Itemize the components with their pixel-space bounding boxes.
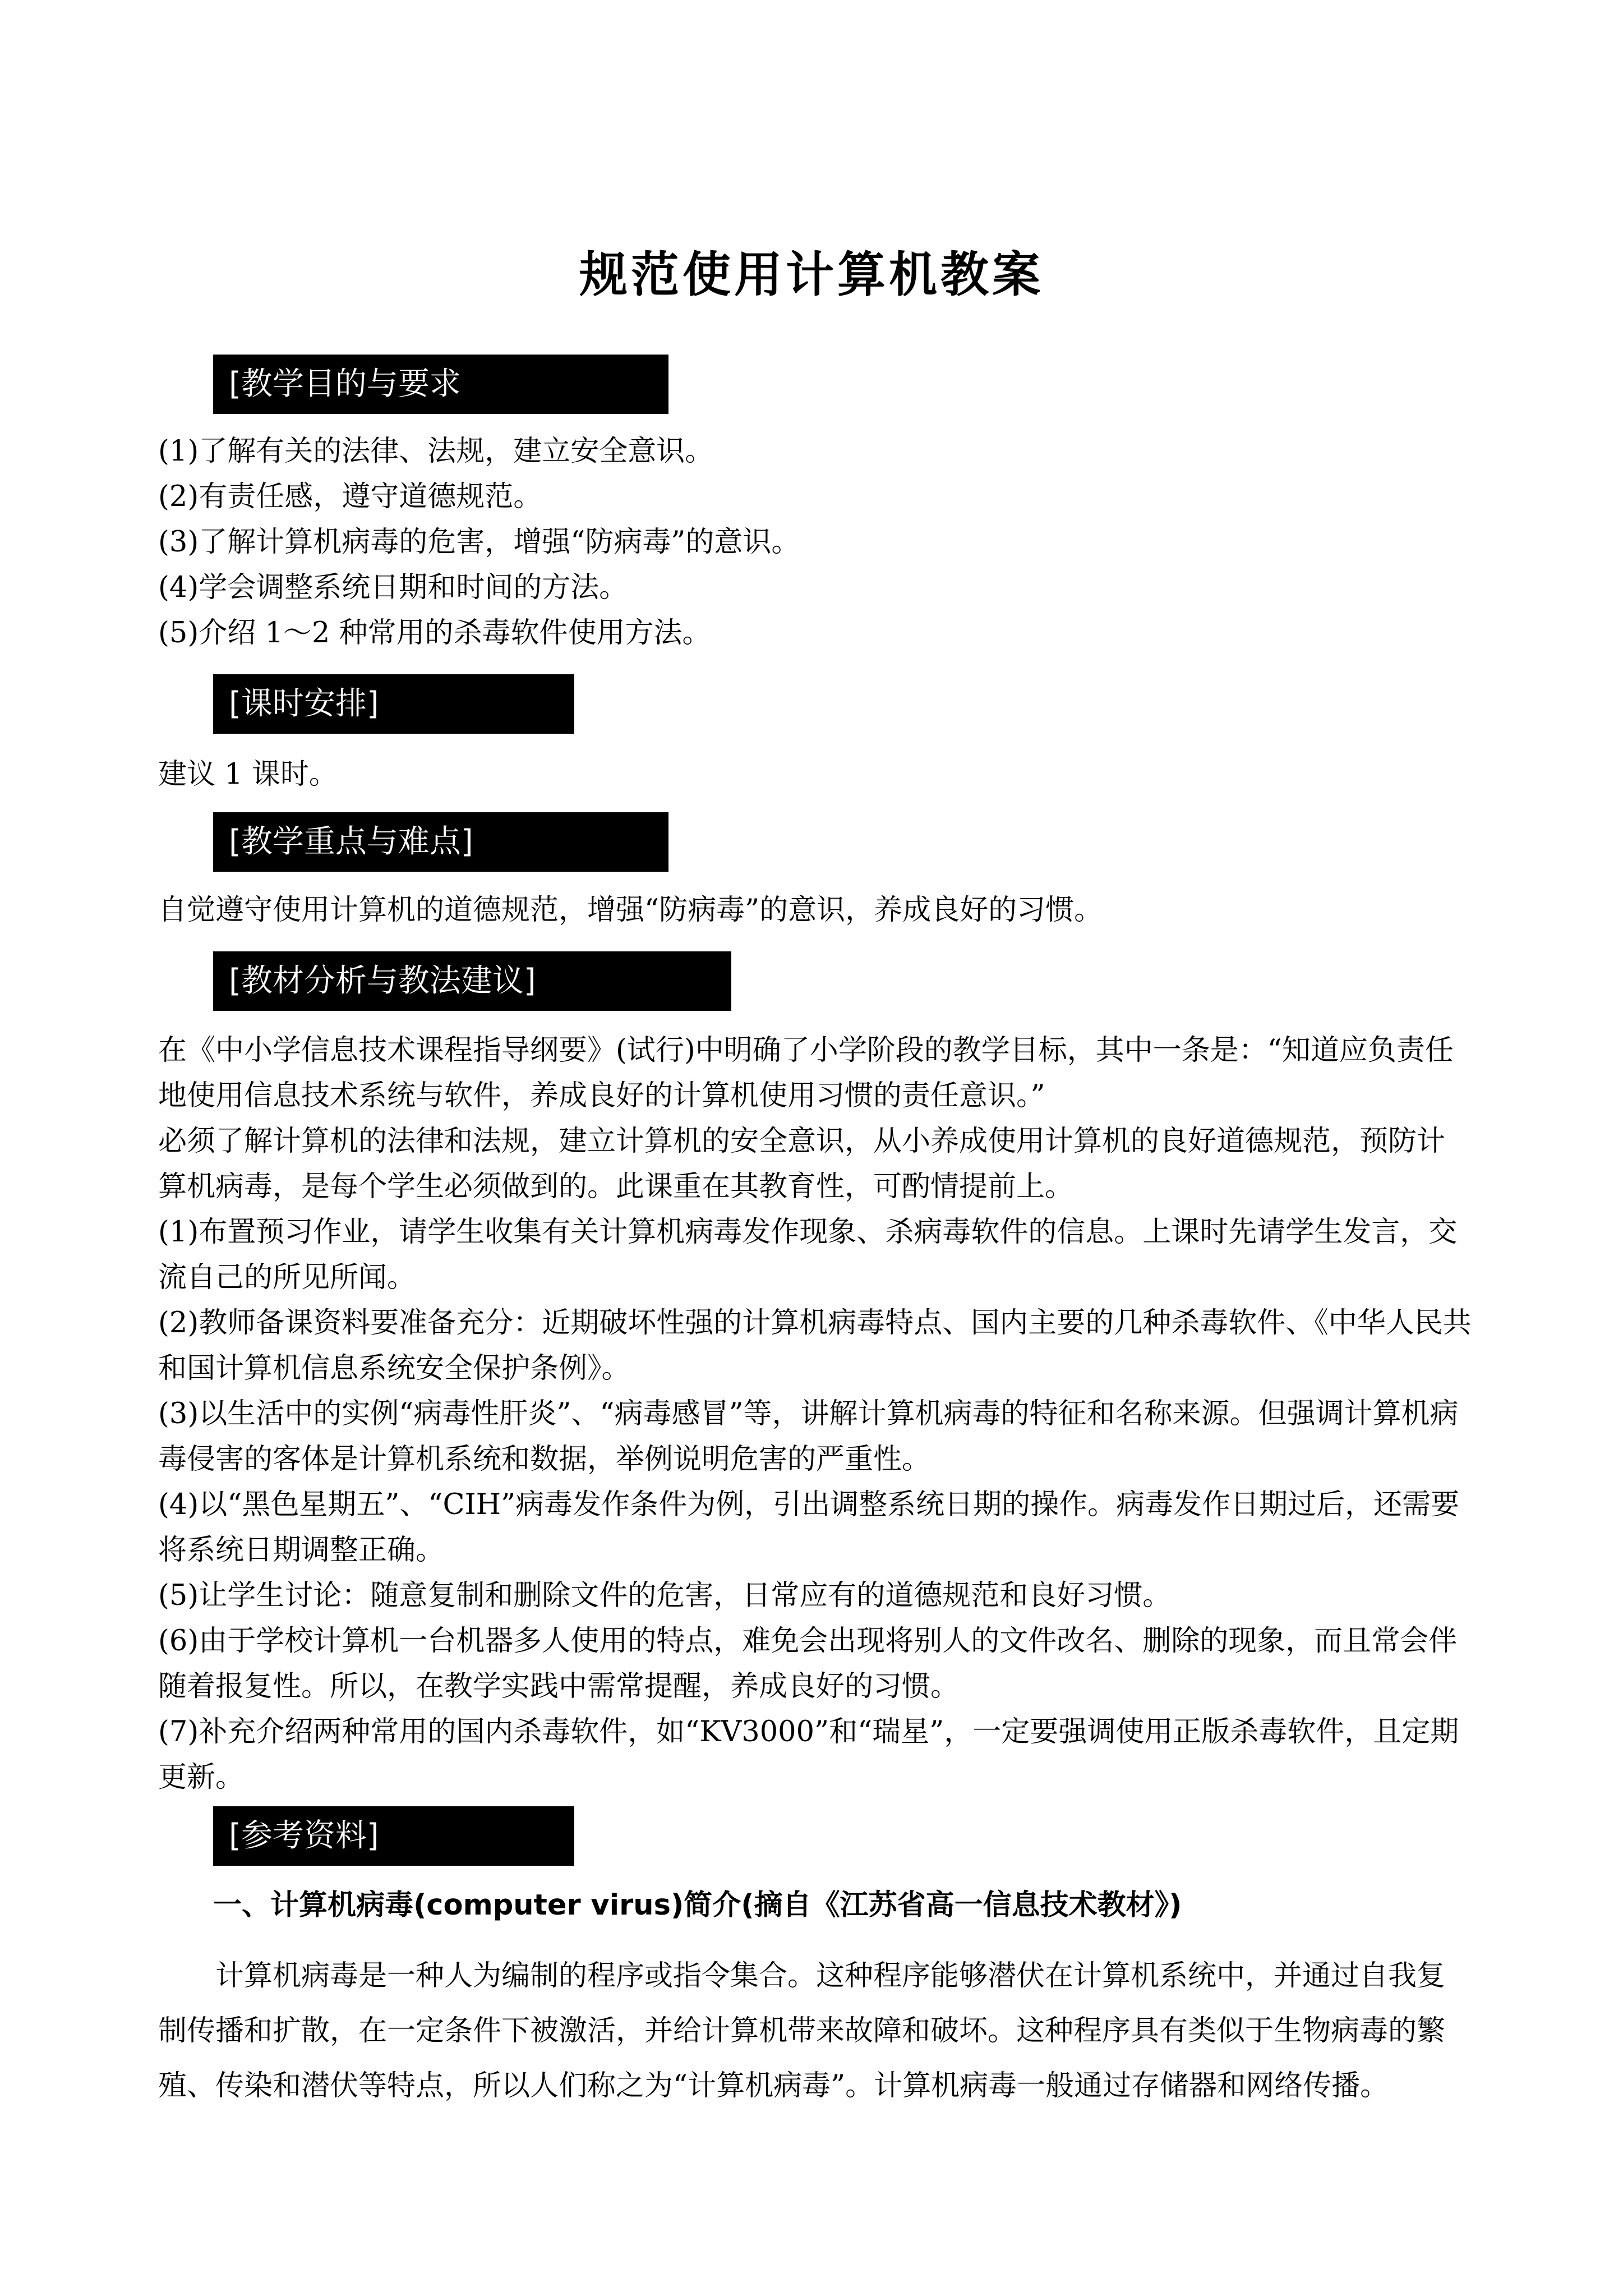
objective-item: (5)介绍 1～2 种常用的杀毒软件使用方法。 <box>158 616 711 650</box>
page-title: 规范使用计算机教案 <box>579 247 1044 303</box>
objective-item: (3)了解计算机病毒的危害，增强“防病毒”的意识。 <box>158 526 800 559</box>
section-heading-schedule: [课时安排] <box>213 674 574 734</box>
reference-subheading: 一、计算机病毒(computer virus)简介(摘自《江苏省高一信息技术教材》) <box>213 1889 1182 1922</box>
reference-text: 计算机病毒是一种人为编制的程序或指令集合。这种程序能够潜伏在计算机系统中，并通过自我复制传播和扩散，在一定条件下被激活，并给计算机带来故障和破坏。这种程序具有类似于生物病毒的繁殖、传染和潜伏等特点，所以人们称之为“计算机病毒”。计算机病毒一般通过存储器和网络传播。 <box>158 1959 1446 2102</box>
analysis-paragraph: (4)以“黑色星期五”、“CIH”病毒发作条件为例，引出调整系统日期的操作。病毒发作日期过后，还需要将系统日期调整正确。 <box>158 1488 1460 1567</box>
section-heading-focus: [教学重点与难点] <box>213 812 668 872</box>
objective-item: (4)学会调整系统日期和时间的方法。 <box>158 571 628 604</box>
schedule-text: 建议 1 课时。 <box>158 758 338 791</box>
objective-item: (1)了解有关的法律、法规，建立安全意识。 <box>158 435 714 468</box>
section-heading-references: [参考资料] <box>213 1806 574 1866</box>
analysis-paragraph: (1)布置预习作业，请学生收集有关计算机病毒发作现象、杀病毒软件的信息。上课时先请学生发言，交流自己的所见所闻。 <box>158 1216 1458 1294</box>
analysis-paragraph: (3)以生活中的实例“病毒性肝炎”、“病毒感冒”等，讲解计算机病毒的特征和名称来源。但强调计算机病毒侵害的客体是计算机系统和数据，举例说明危害的严重性。 <box>158 1397 1459 1476</box>
analysis-paragraph: 在《中小学信息技术课程指导纲要》(试行)中明确了小学阶段的教学目标，其中一条是：“知道应负责任地使用信息技术系统与软件，养成良好的计算机使用习惯的责任意识。” <box>158 1034 1454 1112</box>
focus-text: 自觉遵守使用计算机的道德规范，增强“防病毒”的意识，养成良好的习惯。 <box>158 894 1103 927</box>
analysis-paragraph: 必须了解计算机的法律和法规，建立计算机的安全意识，从小养成使用计算机的良好道德规范，预防计算机病毒，是每个学生必须做到的。此课重在其教育性，可酌情提前上。 <box>158 1125 1446 1203</box>
analysis-paragraph: (5)让学生讨论：随意复制和删除文件的危害，日常应有的道德规范和良好习惯。 <box>158 1579 1172 1612</box>
analysis-paragraph: (2)教师备课资料要准备充分：近期破坏性强的计算机病毒特点、国内主要的几种杀毒软件、《中华人民共和国计算机信息系统安全保护条例》。 <box>158 1306 1472 1385</box>
analysis-paragraph: (6)由于学校计算机一台机器多人使用的特点，难免会出现将别人的文件改名、删除的现象，而且常会伴随着报复性。所以，在教学实践中需常提醒，养成良好的习惯。 <box>158 1625 1458 1703</box>
analysis-paragraph: (7)补充介绍两种常用的国内杀毒软件，如“KV3000”和“瑞星”，一定要强调使用正版杀毒软件，且定期更新。 <box>158 1715 1459 1794</box>
objectives-list <box>158 429 1473 656</box>
section-heading-objectives: [教学目的与要求 <box>213 355 668 414</box>
analysis-body <box>158 1028 1473 1800</box>
objective-item: (2)有责任感，遵守道德规范。 <box>158 480 542 513</box>
section-heading-analysis: [教材分析与教法建议] <box>213 951 731 1011</box>
